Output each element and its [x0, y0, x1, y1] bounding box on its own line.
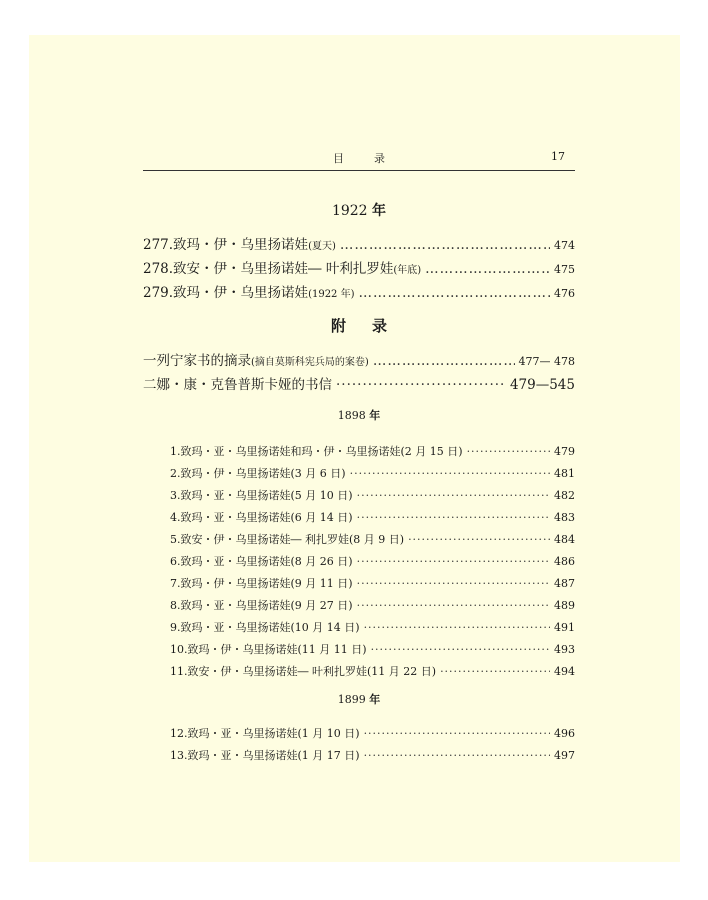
entry-page: 487	[554, 577, 575, 590]
running-header	[143, 148, 575, 171]
leader-dots	[350, 467, 550, 480]
entry-title: 2.致玛・伊・乌里扬诺娃(3 月 6 日)	[170, 467, 346, 480]
appendix-entry[interactable]	[143, 349, 575, 369]
year-value: 1898	[337, 409, 366, 422]
toc-entry[interactable]	[170, 443, 575, 459]
leader-dots	[373, 353, 515, 369]
leader-dots	[336, 377, 506, 393]
toc-entry[interactable]	[170, 725, 575, 741]
entry-note: (1922 年)	[308, 289, 355, 300]
toc-entry[interactable]	[143, 257, 575, 277]
header-title: 目录	[333, 152, 415, 165]
entry-title: 12.致玛・亚・乌里扬诺娃(1 月 10 日)	[170, 727, 360, 740]
leader-dots	[364, 727, 550, 740]
leader-dots	[364, 621, 550, 634]
entry-page: 483	[554, 511, 575, 524]
year-value: 1922	[331, 203, 368, 219]
entry-page: 497	[554, 749, 575, 762]
leader-dots	[357, 599, 550, 612]
leader-dots	[408, 533, 550, 546]
entry-page: 477— 478	[518, 355, 575, 368]
leader-dots	[340, 237, 550, 253]
toc-entry[interactable]	[170, 663, 575, 679]
leader-dots	[357, 577, 550, 590]
appendix-entry[interactable]	[143, 373, 575, 393]
header-page-number: 17	[551, 150, 565, 163]
entry-page: 489	[554, 599, 575, 612]
leader-dots	[440, 665, 550, 678]
leader-dots	[371, 643, 550, 656]
entry-title: 10.致玛・伊・乌里扬诺娃(11 月 11 日)	[170, 643, 367, 656]
toc-entry[interactable]	[170, 509, 575, 525]
entry-note: (摘自莫斯科宪兵局的案卷)	[251, 357, 369, 368]
entry-page: 486	[554, 555, 575, 568]
toc-entry[interactable]	[170, 597, 575, 613]
page	[29, 35, 680, 862]
entry-title: 5.致安・伊・乌里扬诺娃― 利扎罗娃(8 月 9 日)	[170, 533, 405, 546]
entry-page: 479	[554, 445, 575, 458]
year-value: 1899	[337, 693, 366, 706]
toc-entry[interactable]	[170, 747, 575, 763]
entry-title: 7.致玛・伊・乌里扬诺娃(9 月 11 日)	[170, 577, 353, 590]
leader-dots	[364, 749, 550, 762]
leader-dots	[357, 511, 550, 524]
toc-entry[interactable]	[170, 619, 575, 635]
toc-entry[interactable]	[143, 281, 575, 301]
entry-page: 496	[554, 727, 575, 740]
entry-page: 491	[554, 621, 575, 634]
entry-title: 6.致玛・亚・乌里扬诺娃(8 月 26 日)	[170, 555, 353, 568]
entry-page: 476	[554, 287, 575, 300]
entry-title: 278.致安・伊・乌里扬诺娃― 叶利扎罗娃	[143, 261, 394, 277]
entry-title: 3.致玛・亚・乌里扬诺娃(5 月 10 日)	[170, 489, 353, 502]
leader-dots	[357, 555, 550, 568]
year-unit: 年	[372, 203, 387, 219]
entry-title: 列宁家书的摘录	[156, 353, 251, 369]
year-unit: 年	[369, 409, 381, 422]
entry-note: (年底)	[393, 265, 422, 276]
year-heading-1922	[143, 200, 575, 220]
entry-title: 11.致安・伊・乌里扬诺娃― 叶利扎罗娃(11 月 22 日)	[170, 665, 437, 678]
entry-title: 279.致玛・伊・乌里扬诺娃	[143, 285, 309, 301]
appendix-heading: 附录	[330, 317, 413, 335]
appendix-marker: 二	[143, 377, 157, 393]
toc-entry[interactable]	[170, 531, 575, 547]
leader-dots	[425, 261, 550, 277]
leader-dots	[359, 285, 551, 301]
year-unit: 年	[369, 693, 381, 706]
toc-entry[interactable]	[170, 487, 575, 503]
entry-page: 493	[554, 643, 575, 656]
toc-entry[interactable]	[170, 465, 575, 481]
entry-title: 4.致玛・亚・乌里扬诺娃(6 月 14 日)	[170, 511, 353, 524]
entry-title: 13.致玛・亚・乌里扬诺娃(1 月 17 日)	[170, 749, 360, 762]
entry-page: 494	[554, 665, 575, 678]
toc-entry[interactable]	[170, 553, 575, 569]
year-heading-1899	[143, 691, 575, 707]
entry-title: 9.致玛・亚・乌里扬诺娃(10 月 14 日)	[170, 621, 360, 634]
entry-page: 479—545	[509, 377, 575, 393]
entry-page: 475	[554, 263, 575, 276]
entry-title: 8.致玛・亚・乌里扬诺娃(9 月 27 日)	[170, 599, 353, 612]
toc-entry[interactable]	[170, 575, 575, 591]
entry-page: 482	[554, 489, 575, 502]
entry-note: (夏天)	[308, 241, 336, 252]
leader-dots	[467, 445, 550, 458]
entry-page: 484	[554, 533, 575, 546]
year-heading-1898	[143, 407, 575, 423]
toc-entry[interactable]	[143, 233, 575, 253]
entry-title: 277.致玛・伊・乌里扬诺娃	[143, 237, 309, 253]
entry-title: 1.致玛・亚・乌里扬诺娃和玛・伊・乌里扬诺娃(2 月 15 日)	[170, 445, 463, 458]
entry-page: 481	[554, 467, 575, 480]
appendix-marker: 一	[143, 353, 157, 369]
leader-dots	[357, 489, 550, 502]
entry-title: 娜・康・克鲁普斯卡娅的书信	[156, 377, 332, 393]
entry-page: 474	[554, 239, 575, 252]
toc-entry[interactable]	[170, 641, 575, 657]
